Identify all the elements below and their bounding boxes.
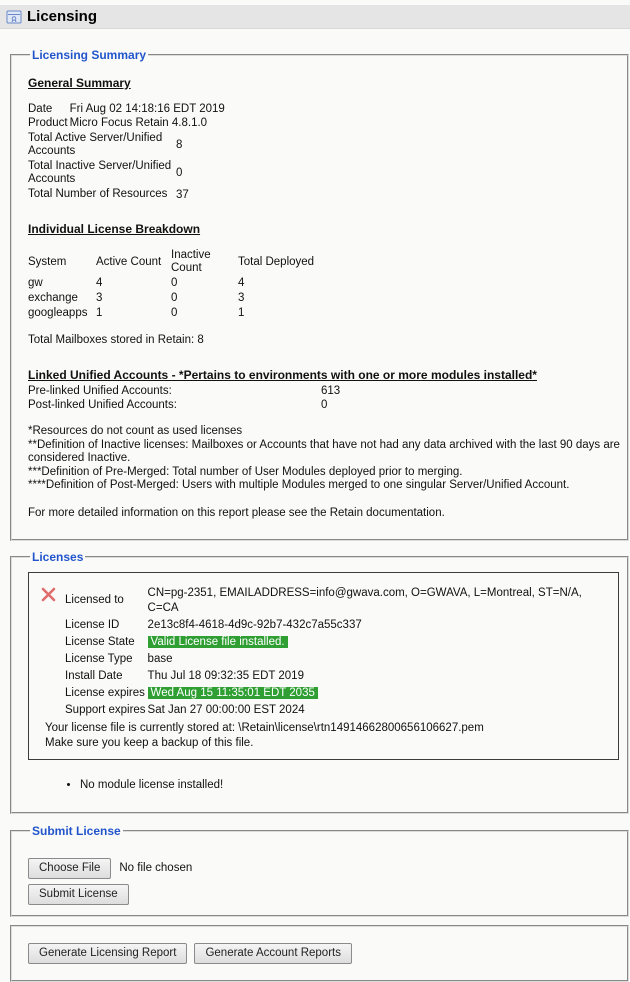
table-row xyxy=(28,116,225,130)
license-details-table xyxy=(65,585,610,719)
submit-button-row xyxy=(28,884,621,905)
prelinked-label: Pre-linked Unified Accounts: xyxy=(28,385,172,397)
table-row xyxy=(28,384,340,398)
table-row xyxy=(65,668,610,685)
note-line: **Definition of Inactive licenses: Mailboxes or Accounts that have not had any data archived with the last 90 days are considered Inactive. xyxy=(28,438,620,464)
error-x-icon xyxy=(41,587,56,602)
total-mailboxes-line: Total Mailboxes stored in Retain: 8 xyxy=(28,334,204,346)
general-summary-heading: General Summary xyxy=(28,76,131,90)
file-input-row xyxy=(28,858,621,879)
reports-section xyxy=(10,925,629,982)
total-resources-value: 37 xyxy=(176,188,189,201)
module-license-list xyxy=(28,778,621,792)
install-date-value: Thu Jul 18 09:32:35 EDT 2019 xyxy=(147,669,304,682)
table-row xyxy=(65,617,610,634)
linked-accounts-heading: Linked Unified Accounts - *Pertains to environments with one or more modules installed* xyxy=(28,368,537,382)
generate-licensing-report-button[interactable]: Generate Licensing Report xyxy=(28,943,187,964)
license-id-value: 2e13c8f4-4618-4d9c-92b7-432c7a55c337 xyxy=(147,618,362,631)
submit-license-section xyxy=(10,824,629,917)
licensing-summary-legend: Licensing Summary xyxy=(32,48,147,62)
status-badge: Valid License file installed. xyxy=(148,636,288,648)
breakdown-heading: Individual License Breakdown xyxy=(28,222,201,236)
cell-system: exchange xyxy=(28,292,78,304)
documentation-note: For more detailed information on this report please see the Retain documentation. xyxy=(28,506,445,519)
general-info-table xyxy=(28,102,225,130)
table-row xyxy=(28,131,189,159)
license-state-label: License State xyxy=(65,635,135,648)
product-value: Micro Focus Retain 4.8.1.0 xyxy=(69,117,208,129)
breakdown-table xyxy=(28,248,314,321)
product-label: Product xyxy=(28,117,68,129)
license-notes xyxy=(28,425,621,493)
total-inactive-label: Total Inactive Server/Unified Accounts xyxy=(28,160,172,185)
file-chosen-status: No file chosen xyxy=(119,862,193,874)
licensed-to-label: Licensed to xyxy=(65,594,124,606)
table-row xyxy=(28,291,314,306)
generate-account-reports-button[interactable]: Generate Account Reports xyxy=(194,943,352,964)
license-file-location: Your license file is currently stored at: \Retain\license\rtn14914662800656106627.pem xyxy=(45,721,484,734)
col-total-deployed: Total Deployed xyxy=(238,255,315,268)
table-row xyxy=(28,159,189,187)
license-type-label: License Type xyxy=(65,652,133,665)
total-inactive-value: 0 xyxy=(176,167,183,179)
total-active-label: Total Active Server/Unified Accounts xyxy=(28,132,163,157)
table-row xyxy=(65,651,610,668)
cell-inactive: 0 xyxy=(171,277,178,289)
page-header xyxy=(0,5,630,29)
license-state-value xyxy=(148,634,610,651)
cell-total: 4 xyxy=(238,277,245,289)
note-line: ****Definition of Post-Merged: Users with multiple Modules merged to one singular Server/Unified Account. xyxy=(28,479,570,491)
cell-active: 4 xyxy=(96,277,103,289)
page-title: Licensing xyxy=(27,8,98,25)
backup-reminder: Make sure you keep a backup of this file. xyxy=(45,736,254,749)
cell-inactive: 0 xyxy=(171,307,178,319)
licensed-to-value: CN=pg-2351, EMAILADDRESS=info@gwava.com, O=GWAVA, L=Montreal, ST=N/A, C=CA xyxy=(147,586,582,614)
note-line: *Resources do not count as used licenses xyxy=(28,425,243,437)
table-row xyxy=(65,585,610,617)
status-badge: Wed Aug 15 11:35:01 EDT 2035 xyxy=(148,687,318,699)
table-row xyxy=(28,306,314,321)
table-row xyxy=(65,702,610,719)
cell-system: googleapps xyxy=(28,307,88,319)
table-row xyxy=(28,276,314,291)
cell-active: 1 xyxy=(96,307,103,319)
table-row xyxy=(65,634,610,651)
total-active-value: 8 xyxy=(176,139,183,151)
support-expires-value: Sat Jan 27 00:00:00 EST 2024 xyxy=(147,703,305,716)
license-type-value: base xyxy=(147,652,173,665)
license-expires-value xyxy=(148,685,610,702)
choose-file-button[interactable]: Choose File xyxy=(28,858,111,879)
table-row xyxy=(28,102,225,116)
licenses-legend: Licenses xyxy=(32,549,84,564)
submit-license-button[interactable]: Submit License xyxy=(28,884,129,905)
total-resources-label: Total Number of Resources xyxy=(28,188,168,200)
col-active-count: Active Count xyxy=(96,255,162,268)
postlinked-value: 0 xyxy=(321,399,328,411)
list-item: • No module license installed! xyxy=(80,778,621,792)
cell-total: 3 xyxy=(238,292,245,304)
licensing-summary-section xyxy=(10,48,629,541)
licenses-section xyxy=(10,550,629,814)
cell-inactive: 0 xyxy=(171,292,178,304)
cell-active: 3 xyxy=(96,292,103,304)
totals-table xyxy=(28,131,189,202)
prelinked-value: 613 xyxy=(321,385,341,397)
note-line: ***Definition of Pre-Merged: Total number of User Modules deployed prior to merging. xyxy=(28,465,463,478)
table-row xyxy=(28,398,340,412)
license-expires-label: License expires xyxy=(65,686,145,699)
col-inactive-count: Inactive Count xyxy=(171,249,211,274)
col-system: System xyxy=(28,255,67,268)
support-expires-label: Support expires xyxy=(65,703,146,716)
postlinked-label: Post-linked Unified Accounts: xyxy=(28,399,177,411)
cell-total: 1 xyxy=(238,307,245,319)
linked-accounts-table xyxy=(28,384,340,412)
table-row xyxy=(65,685,610,702)
table-header-row xyxy=(28,248,314,276)
cell-system: gw xyxy=(28,277,43,289)
date-value: Fri Aug 02 14:18:16 EDT 2019 xyxy=(69,103,225,115)
license-detail-box xyxy=(28,572,619,760)
certificate-icon xyxy=(6,9,22,25)
license-id-label: License ID xyxy=(65,618,120,631)
report-buttons-row xyxy=(28,943,617,964)
table-row xyxy=(28,187,189,202)
date-label: Date xyxy=(28,103,53,115)
submit-license-legend: Submit License xyxy=(32,823,121,838)
install-date-label: Install Date xyxy=(65,669,123,682)
